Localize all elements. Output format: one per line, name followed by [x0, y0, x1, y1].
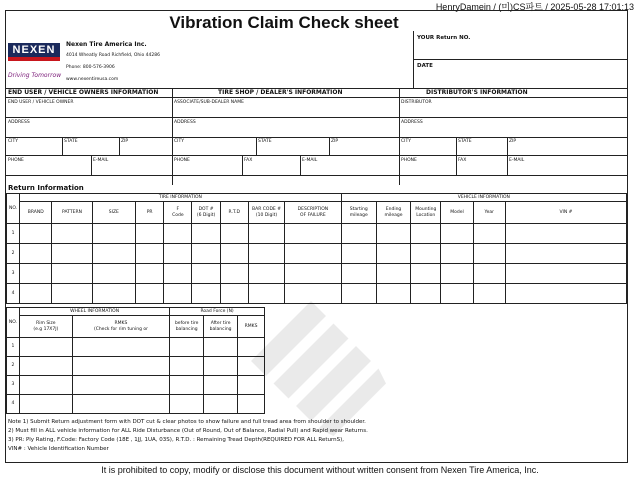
table-cell[interactable]: [285, 244, 341, 264]
notes: [8, 418, 368, 454]
table-cell[interactable]: [505, 264, 626, 284]
end-user-city-field[interactable]: CITY: [8, 139, 18, 144]
return-no-header: NO.: [7, 194, 20, 224]
return-info-title: Return Information: [8, 184, 84, 192]
return-col-header: PR: [136, 202, 164, 224]
table-cell[interactable]: [92, 284, 135, 304]
table-row: [7, 338, 265, 357]
return-box-divider: [414, 59, 627, 60]
page-title: Vibration Claim Check sheet: [169, 13, 399, 32]
distributor-section-title: DISTRIBUTOR'S INFORMATION: [426, 89, 528, 96]
return-col-header: VIN #: [505, 202, 626, 224]
divider: [456, 137, 457, 155]
end-user-name-field[interactable]: END USER / VEHICLE OWNER: [8, 100, 74, 105]
divider: [242, 155, 243, 175]
return-col-header: Mounting Location: [411, 202, 441, 224]
table-cell[interactable]: [376, 264, 410, 284]
company-name: Nexen Tire America Inc.: [66, 41, 147, 48]
end-user-state-field[interactable]: STATE: [64, 139, 78, 144]
wheel-rmks-header: RMKS (Check for rim tuning or: [72, 316, 169, 338]
row-number: 2: [7, 244, 20, 264]
return-col-header: BRAND: [20, 202, 52, 224]
table-cell[interactable]: [376, 244, 410, 264]
distributor-fax-field[interactable]: FAX: [458, 158, 467, 163]
note-line: VIN# : Vehicle Identification Number: [8, 446, 109, 452]
note-line: 3) PR: Ply Rating, F.Code: Factory Code (18E , 1JJ, 1UA, 03S), R.T.D. : Remaining Tread Depth(REQUIRED FOR ALL ReturnS),: [8, 437, 345, 443]
table-cell[interactable]: [411, 284, 441, 304]
table-cell[interactable]: [441, 264, 473, 284]
table-cell[interactable]: [220, 244, 248, 264]
company-phone: Phone: 800-576-3906: [66, 65, 115, 70]
divider: [91, 155, 92, 175]
table-cell[interactable]: [220, 264, 248, 284]
dealer-state-field[interactable]: STATE: [258, 139, 272, 144]
table-cell[interactable]: [505, 224, 626, 244]
company-web: www.nexentireusa.com: [66, 77, 119, 82]
return-col-header: Ending mileage: [376, 202, 410, 224]
divider: [6, 117, 627, 118]
divider: [329, 137, 330, 155]
header: [6, 11, 627, 89]
return-col-header: F Code: [164, 202, 192, 224]
divider: [300, 155, 301, 175]
date-label: DATE: [417, 63, 433, 69]
table-row: [7, 244, 627, 264]
divider: [507, 137, 508, 155]
table-cell[interactable]: [411, 264, 441, 284]
dealer-email-field[interactable]: E-MAIL: [302, 158, 318, 163]
table-cell[interactable]: [72, 395, 169, 414]
table-cell[interactable]: [505, 284, 626, 304]
nexen-logo: NEXEN: [8, 43, 60, 57]
end-user-email-field[interactable]: E-MAIL: [93, 158, 109, 163]
table-cell[interactable]: [248, 224, 284, 244]
distributor-address-field[interactable]: ADDRESS: [401, 120, 423, 125]
tire-info-group-header: TIRE INFORMATION: [20, 194, 342, 202]
road-force-group-header: Road Force (N): [170, 308, 265, 316]
table-row: [7, 376, 265, 395]
table-row: [7, 224, 627, 244]
table-row: [7, 395, 265, 414]
return-col-header: SIZE: [92, 202, 135, 224]
table-cell[interactable]: [72, 338, 169, 357]
company-address: 4014 Wheatly Road Richfield, Ohio 44286: [66, 53, 160, 58]
table-cell[interactable]: [92, 264, 135, 284]
row-number: 2: [7, 357, 20, 376]
table-cell[interactable]: [441, 244, 473, 264]
table-cell[interactable]: [170, 357, 204, 376]
note-line: 2) Must fill in ALL vehicle information for ALL Ride Disturbance (Out of Round, Out of Balance, Radial Pull) and Rapid wear Returns.: [8, 428, 368, 434]
return-info-table: [6, 193, 627, 304]
dealer-zip-field[interactable]: ZIP: [331, 139, 339, 144]
logo-tagline: Driving Tomorrow: [8, 72, 62, 79]
table-cell[interactable]: [92, 224, 135, 244]
table-cell[interactable]: [473, 244, 505, 264]
return-col-header: DOT # (6 Digit): [192, 202, 220, 224]
claim-sheet: [5, 10, 628, 463]
divider: [6, 175, 627, 176]
table-cell[interactable]: [20, 224, 52, 244]
table-cell[interactable]: [441, 224, 473, 244]
print-stamp: HenryDamein / (미)CS파트 / 2025-05-28 17:01:13: [435, 2, 634, 12]
table-cell[interactable]: [19, 376, 72, 395]
return-col-header: PATTERN: [52, 202, 92, 224]
end-user-phone-field[interactable]: PHONE: [8, 158, 24, 163]
note-line: Note 1) Submit Return adjustment form with DOT cut & clear photos to show failure and full tread area from shoulder to shoulder.: [8, 419, 366, 425]
table-cell[interactable]: [72, 376, 169, 395]
table-cell[interactable]: [19, 338, 72, 357]
table-cell[interactable]: [170, 395, 204, 414]
dealer-city-field[interactable]: CITY: [174, 139, 184, 144]
table-cell[interactable]: [92, 244, 135, 264]
end-user-section-title: END USER / VEHICLE OWNERS INFORMATION: [8, 89, 159, 96]
table-cell[interactable]: [204, 338, 238, 357]
distributor-email-field[interactable]: E-MAIL: [509, 158, 525, 163]
table-cell[interactable]: [341, 224, 376, 244]
table-cell[interactable]: [220, 224, 248, 244]
before-balancing-header: before tire balancing: [170, 316, 204, 338]
table-cell[interactable]: [170, 376, 204, 395]
dealer-phone-field[interactable]: PHONE: [174, 158, 190, 163]
return-col-header: Starting mileage: [341, 202, 376, 224]
return-col-header: DESCRIPTION OF FAILURE: [285, 202, 341, 224]
divider: [456, 155, 457, 175]
logo-stripe: [8, 57, 60, 61]
table-cell[interactable]: [52, 244, 92, 264]
table-cell[interactable]: [473, 264, 505, 284]
table-cell[interactable]: [192, 264, 220, 284]
return-col-header: Year: [473, 202, 505, 224]
tire-shop-section-title: TIRE SHOP / DEALER'S INFORMATION: [218, 89, 343, 96]
table-cell[interactable]: [341, 244, 376, 264]
table-cell[interactable]: [72, 357, 169, 376]
table-row: [7, 264, 627, 284]
footer-disclaimer: It is prohibited to copy, modify or disclose this document without written consent from Nexen Tire America, Inc.: [101, 465, 539, 475]
return-box: [413, 31, 627, 88]
return-col-header: Model: [441, 202, 473, 224]
return-no-label: YOUR Return NO.: [417, 35, 471, 41]
divider: [507, 155, 508, 175]
table-cell[interactable]: [164, 244, 192, 264]
table-cell[interactable]: [19, 395, 72, 414]
row-number: 1: [7, 224, 20, 244]
end-user-zip-field[interactable]: ZIP: [121, 139, 129, 144]
table-cell[interactable]: [164, 224, 192, 244]
vehicle-info-group-header: VEHICLE INFORMATION: [341, 194, 626, 202]
distributor-zip-field[interactable]: ZIP: [509, 139, 517, 144]
table-cell[interactable]: [341, 264, 376, 284]
table-cell[interactable]: [170, 338, 204, 357]
divider: [6, 155, 627, 156]
divider: [256, 137, 257, 155]
distributor-name-field[interactable]: DISTRIBUTOR: [401, 100, 432, 105]
table-cell[interactable]: [204, 395, 238, 414]
wheel-no-header: NO.: [7, 308, 20, 338]
rim-size-header: Rim Size (e.g 17X7J): [19, 316, 72, 338]
table-cell[interactable]: [285, 224, 341, 244]
table-cell[interactable]: [248, 264, 284, 284]
table-cell[interactable]: [136, 224, 164, 244]
table-cell[interactable]: [473, 224, 505, 244]
table-cell[interactable]: [164, 284, 192, 304]
table-cell[interactable]: [204, 376, 238, 395]
row-number: 4: [7, 284, 20, 304]
row-number: 3: [7, 264, 20, 284]
after-balancing-header: After tire balancing: [204, 316, 238, 338]
divider: [6, 97, 627, 98]
table-cell[interactable]: [441, 284, 473, 304]
end-user-address-field[interactable]: ADDRESS: [8, 120, 30, 125]
dealer-fax-field[interactable]: FAX: [244, 158, 253, 163]
return-col-header: BAR CODE # (10 Digit): [248, 202, 284, 224]
wheel-info-table: [6, 307, 265, 414]
table-cell[interactable]: [192, 224, 220, 244]
table-cell[interactable]: [411, 244, 441, 264]
distributor-phone-field[interactable]: PHONE: [401, 158, 417, 163]
dealer-name-field[interactable]: ASSOCIATE/SUB-DEALER NAME: [174, 100, 244, 105]
table-cell[interactable]: [473, 284, 505, 304]
divider: [62, 137, 63, 155]
table-cell[interactable]: [136, 284, 164, 304]
road-force-rmks-header: RMKS: [238, 316, 265, 338]
return-col-header: R.T.D: [220, 202, 248, 224]
table-cell[interactable]: [204, 357, 238, 376]
table-cell[interactable]: [505, 244, 626, 264]
table-cell[interactable]: [285, 264, 341, 284]
divider: [6, 137, 627, 138]
table-cell[interactable]: [192, 284, 220, 304]
table-cell[interactable]: [136, 244, 164, 264]
table-row: [7, 357, 265, 376]
wheel-info-group-header: WHEEL INFORMATION: [19, 308, 169, 316]
table-cell[interactable]: [19, 357, 72, 376]
distributor-city-field[interactable]: CITY: [401, 139, 411, 144]
table-cell[interactable]: [52, 224, 92, 244]
table-cell[interactable]: [192, 244, 220, 264]
table-cell[interactable]: [411, 224, 441, 244]
table-cell[interactable]: [20, 284, 52, 304]
dealer-address-field[interactable]: ADDRESS: [174, 120, 196, 125]
table-cell[interactable]: [20, 264, 52, 284]
table-cell[interactable]: [20, 244, 52, 264]
table-cell[interactable]: [376, 224, 410, 244]
row-number: 3: [7, 376, 20, 395]
table-cell[interactable]: [52, 284, 92, 304]
table-cell[interactable]: [248, 244, 284, 264]
table-cell[interactable]: [164, 264, 192, 284]
table-cell[interactable]: [52, 264, 92, 284]
row-number: 4: [7, 395, 20, 414]
row-number: 1: [7, 338, 20, 357]
distributor-state-field[interactable]: STATE: [458, 139, 472, 144]
table-cell[interactable]: [136, 264, 164, 284]
divider: [119, 137, 120, 155]
